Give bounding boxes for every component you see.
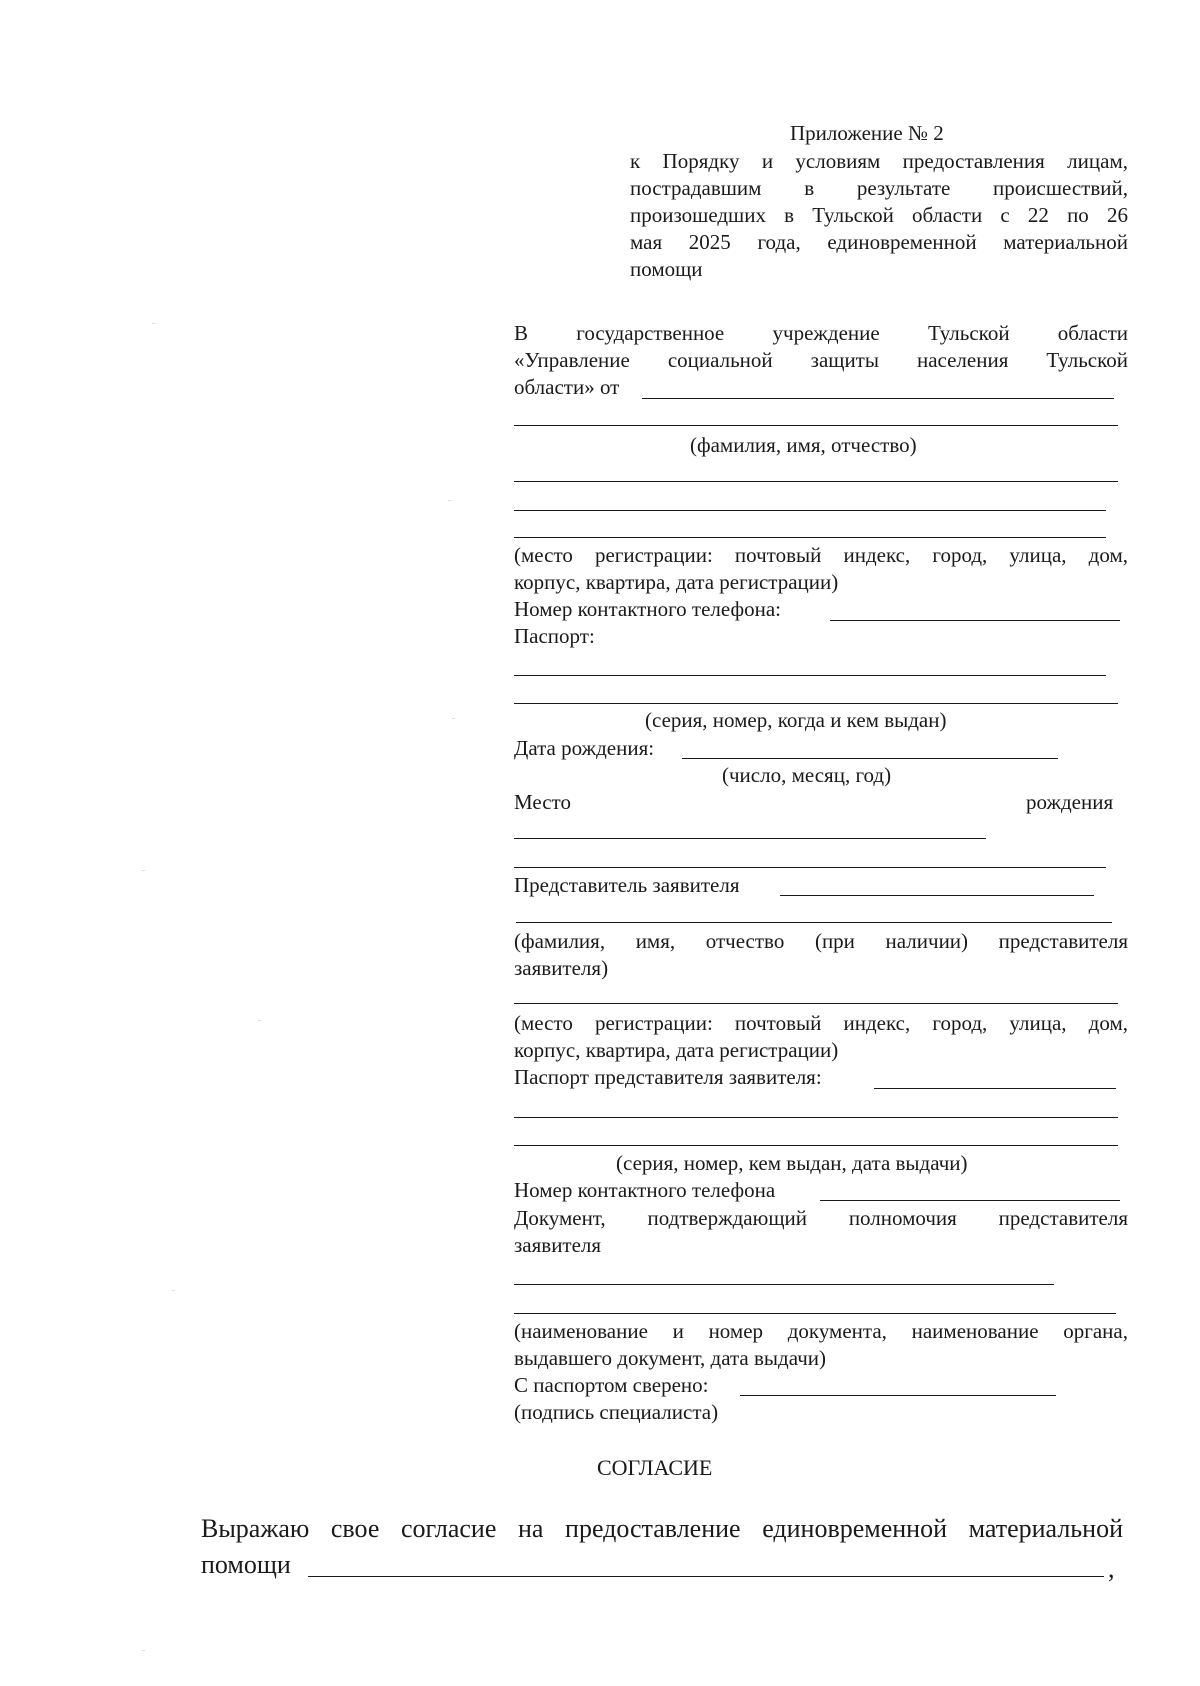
registration-caption-1: (место регистрации: почтовый индекс, город, улица, дом, xyxy=(514,543,1128,567)
rep-passport-caption: (серия, номер, кем выдан, дата выдачи) xyxy=(616,1151,968,1175)
rep-phone-field[interactable] xyxy=(820,1200,1120,1201)
addressee-line-2: «Управление социальной защиты населения Тульской xyxy=(514,348,1128,372)
passport-label: Паспорт: xyxy=(514,624,595,648)
rep-fio-caption-2: заявителя) xyxy=(514,956,609,980)
rep-fio-caption-1: (фамилия, имя, отчество (при наличии) представителя xyxy=(514,929,1128,953)
scan-speck xyxy=(142,870,145,871)
authority-doc-line-2: заявителя xyxy=(514,1233,602,1257)
birth-place-field-2[interactable] xyxy=(514,867,1106,868)
rep-phone-label: Номер контактного телефона xyxy=(514,1178,776,1202)
rep-passport-field-3[interactable] xyxy=(514,1145,1118,1146)
addressee-line-3: области» от xyxy=(514,375,620,399)
authority-doc-field-2[interactable] xyxy=(514,1313,1116,1314)
registration-field-2[interactable] xyxy=(514,510,1106,511)
appendix-line-2: пострадавшим в результате происшествий, xyxy=(630,176,1128,200)
verified-label: С паспортом сверено: xyxy=(514,1373,709,1397)
scan-speck xyxy=(452,718,455,719)
birth-date-caption: (число, месяц, год) xyxy=(722,763,892,787)
birth-date-field[interactable] xyxy=(682,758,1058,759)
fio-caption: (фамилия, имя, отчество) xyxy=(690,433,917,457)
consent-assistance-field[interactable] xyxy=(308,1576,1104,1577)
rep-registration-caption-1: (место регистрации: почтовый индекс, город, улица, дом, xyxy=(514,1011,1128,1035)
appendix-line-3: произошедших в Тульской области с 22 по 26 xyxy=(630,203,1128,227)
appendix-line-1: к Порядку и условиям предоставления лицам, xyxy=(630,149,1128,173)
consent-heading: СОГЛАСИЕ xyxy=(597,1455,713,1480)
appendix-line-4: мая 2025 года, единовременной материальной xyxy=(630,230,1128,254)
phone-label: Номер контактного телефона: xyxy=(514,597,781,621)
registration-field-3[interactable] xyxy=(514,537,1106,538)
authority-doc-line-1: Документ, подтверждающий полномочия представителя xyxy=(514,1206,1128,1230)
authority-doc-field-1[interactable] xyxy=(514,1284,1054,1285)
birth-place-label: Место xyxy=(514,790,571,814)
appendix-title: Приложение № 2 xyxy=(790,121,944,145)
passport-field-2[interactable] xyxy=(514,703,1118,704)
scan-speck xyxy=(448,500,451,501)
representative-label: Представитель заявителя xyxy=(514,873,740,897)
scan-speck xyxy=(142,1650,145,1651)
birth-place-field-1[interactable] xyxy=(514,838,986,839)
birth-place-label-2: рождения xyxy=(1026,790,1114,814)
consent-line-2-prefix: помощи xyxy=(201,1550,291,1579)
registration-caption-2: корпус, квартира, дата регистрации) xyxy=(514,570,839,594)
rep-registration-field[interactable] xyxy=(514,1003,1118,1004)
authority-doc-caption-1: (наименование и номер документа, наименование органа, xyxy=(514,1319,1128,1343)
representative-field-2[interactable] xyxy=(516,922,1112,923)
representative-field[interactable] xyxy=(780,895,1094,896)
rep-registration-caption-2: корпус, квартира, дата регистрации) xyxy=(514,1038,839,1062)
verified-signature-field[interactable] xyxy=(740,1395,1056,1396)
consent-line-2-suffix: , xyxy=(1108,1554,1115,1583)
applicant-name-field[interactable] xyxy=(642,398,1114,399)
rep-passport-field[interactable] xyxy=(874,1088,1116,1089)
passport-caption: (серия, номер, когда и кем выдан) xyxy=(645,708,947,732)
signature-caption: (подпись специалиста) xyxy=(514,1400,719,1424)
scan-speck xyxy=(258,1020,261,1021)
authority-doc-caption-2: выдавшего документ, дата выдачи) xyxy=(514,1346,826,1370)
applicant-name-field-2[interactable] xyxy=(514,425,1118,426)
rep-passport-field-2[interactable] xyxy=(514,1117,1118,1118)
scan-speck xyxy=(172,1290,175,1291)
birth-date-label: Дата рождения: xyxy=(514,736,655,760)
rep-passport-label: Паспорт представителя заявителя: xyxy=(514,1065,822,1089)
consent-line-1: Выражаю свое согласие на предоставление единовременной материальной xyxy=(201,1514,1123,1543)
phone-field[interactable] xyxy=(830,620,1120,621)
passport-field-1[interactable] xyxy=(514,675,1106,676)
appendix-line-5: помощи xyxy=(630,257,703,281)
registration-field-1[interactable] xyxy=(514,481,1118,482)
scan-speck xyxy=(152,323,155,324)
addressee-line-1: В государственное учреждение Тульской области xyxy=(514,321,1128,345)
